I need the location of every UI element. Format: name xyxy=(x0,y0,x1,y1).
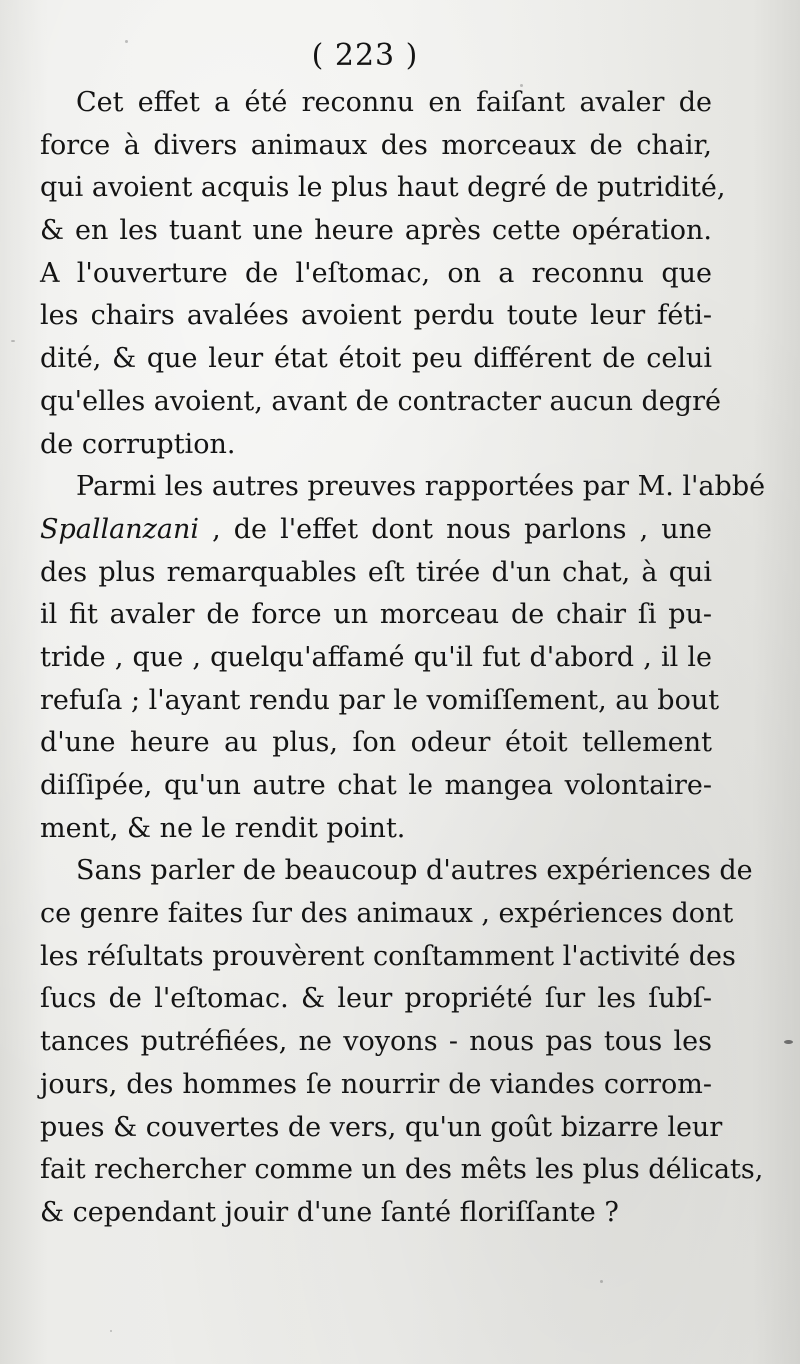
text-line: qui avoient acquis le plus haut degré de putridité, xyxy=(40,172,726,204)
paper-speck xyxy=(600,1280,603,1283)
text-line: tances putréfiées, ne voyons - nous pas tous les xyxy=(40,1026,712,1058)
paragraph-3 xyxy=(40,850,764,1234)
paper-speck xyxy=(110,1330,112,1332)
text-line: pues & couvertes de vers, qu'un goût bizarre leur xyxy=(40,1111,723,1143)
text-line: tride , que , quelqu'affamé qu'il fut d'abord , il le xyxy=(40,641,712,673)
text-line: force à divers animaux des morceaux de chair, xyxy=(40,129,712,161)
text-line: ſucs de l'eſtomac. & leur propriété ſur les ſubſ- xyxy=(40,983,712,1015)
text-line: Spallanzani , de l'effet dont nous parlons , une xyxy=(40,513,712,545)
paper-speck xyxy=(784,1040,793,1044)
author-name: Spallanzani xyxy=(40,513,199,545)
text-line: A l'ouverture de l'eſtomac, on a reconnu que xyxy=(40,257,712,289)
text-line: qu'elles avoient, avant de contracter aucun degré xyxy=(40,385,721,417)
text-line: les chairs avalées avoient perdu toute leur féti- xyxy=(40,300,712,332)
paper-speck xyxy=(125,40,128,43)
text-line: jours, des hommes ſe nourrir de viandes corrom- xyxy=(40,1068,712,1100)
text-line: Sans parler de beaucoup d'autres expériences de xyxy=(76,855,753,887)
text-line: Cet effet a été reconnu en faiſant avaler de xyxy=(76,87,712,118)
text-line: Parmi les autres preuves rapportées par M. l'abbé xyxy=(76,471,766,503)
text-line: & cependant jouir d'une ſanté floriſſante ? xyxy=(40,1196,619,1228)
text-line: dité, & que leur état étoit peu différent de celui xyxy=(40,343,712,375)
text-line: des plus remarquables eſt tirée d'un chat, à qui xyxy=(40,556,712,588)
text-line: ment, & ne le rendit point. xyxy=(40,812,406,844)
text-line: ce genre faites ſur des animaux , expériences dont xyxy=(40,898,734,930)
paper-speck xyxy=(11,340,15,342)
text-line: de corruption. xyxy=(40,428,236,460)
text-line: diſſipée, qu'un autre chat le mangea volontaire- xyxy=(40,770,712,801)
text-line: fait rechercher comme un des mêts les plus délicats, xyxy=(40,1154,764,1186)
text-line: refuſa ; l'ayant rendu par le vomiſſement, au bout xyxy=(40,684,720,716)
text-line: les réſultats prouvèrent conſtamment l'activité des xyxy=(40,940,736,972)
text-line: il fit avaler de force un morceau de chair ſi pu- xyxy=(40,599,712,631)
paragraph-2 xyxy=(40,466,766,850)
text-line: & en les tuant une heure après cette opération. xyxy=(40,215,712,247)
text-line: d'une heure au plus, ſon odeur étoit tellement xyxy=(40,727,712,759)
page-number: ( 223 ) xyxy=(311,38,419,73)
body-text xyxy=(40,82,766,1235)
paragraph-1 xyxy=(40,82,726,466)
paper-speck xyxy=(520,84,523,87)
